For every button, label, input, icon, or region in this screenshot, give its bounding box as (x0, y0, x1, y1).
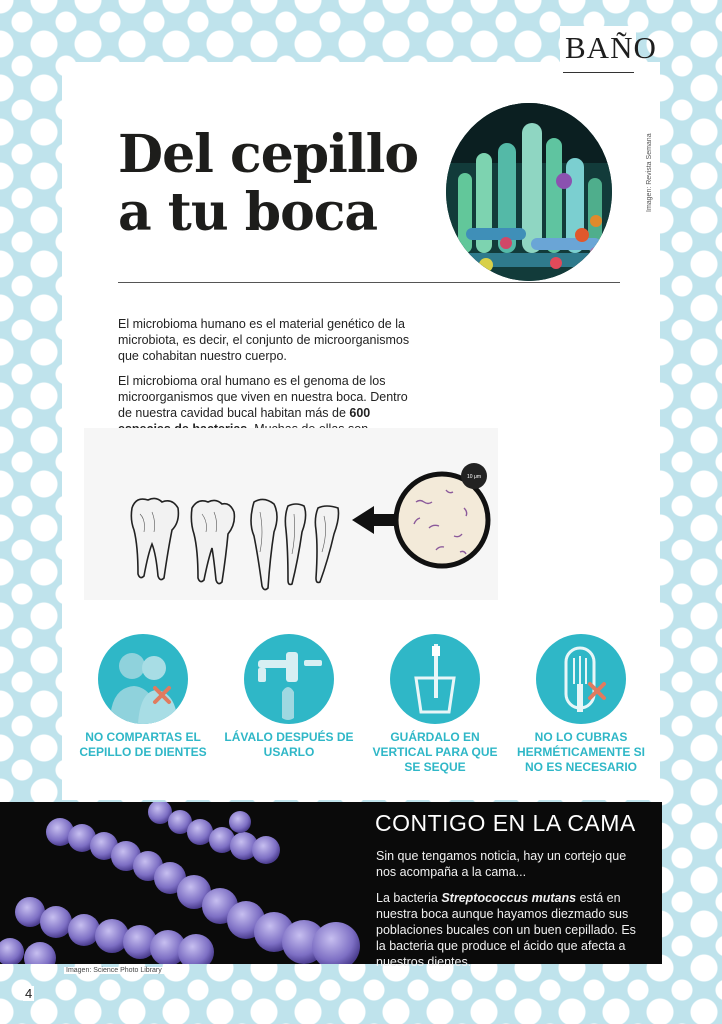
bed-paragraph-2: La bacteria Streptococcus mutans está en nuestra boca aunque hayamos diezmado sus poblaciones bucales con un buen cepillado. Es la bacteria que produce el ácido que afecta a nuestros dientes. (376, 891, 636, 969)
article-title (118, 126, 418, 242)
tip-label-2: LÁVALO DESPUÉS DE USARLO (224, 730, 354, 759)
molar-tooth-1 (131, 498, 178, 579)
image-credit-bottom: Imagen: Science Photo Library (66, 967, 162, 974)
section-label: BAÑO (565, 30, 657, 65)
premolar-tooth (251, 499, 277, 589)
arrow-icon (352, 506, 396, 534)
tip-label-3: GUÁRDALO EN VERTICAL PARA QUE SE SEQUE (372, 730, 498, 774)
bed-section-title: CONTIGO EN LA CAMA (375, 810, 636, 836)
tip-label-1: NO COMPARTAS EL CEPILLO DE DIENTES (79, 730, 207, 759)
intro-paragraph-1: El microbioma humano es el material genético de la microbiota, es decir, el conjunto de microorganismos que cohabitan nuestro cuerpo. (118, 317, 410, 363)
title-divider (118, 282, 620, 283)
species-highlight: 600 (349, 406, 371, 420)
people-icon (98, 634, 188, 724)
section-rule (563, 72, 634, 73)
bed-section-text (376, 848, 648, 980)
covered-toothbrush-icon (536, 634, 626, 724)
canine-tooth (285, 504, 305, 585)
teeth-illustration (84, 428, 498, 600)
image-credit-side: Imagen: Revista Semana (646, 133, 653, 212)
molar-tooth-2 (191, 500, 234, 583)
bacteria-name: Streptococcus mutans (441, 891, 577, 905)
title-line-2: a tu boca (118, 182, 378, 243)
intro-paragraph-2: El microbioma oral humano es el genoma de los microorganismos que viven en nuestra boca. Dentro de nuestra cavidad bucal habitan más de 600 (118, 373, 418, 453)
faucet-icon (244, 634, 334, 724)
bed-paragraph-1: Sin que tengamos noticia, hay un cortejo que nos acompaña a la cama... (376, 849, 627, 879)
bacteria-magnifier (396, 463, 488, 566)
incisor-tooth (315, 506, 338, 583)
bacteria-micrograph (446, 103, 612, 281)
page-number: 4 (25, 986, 33, 1001)
title-line-1: Del cepillo (118, 124, 419, 185)
glass-toothbrush-icon (390, 634, 480, 724)
tip-label-4: NO LO CUBRAS HERMÉTICAMENTE SI NO ES NECESARIO (516, 730, 645, 774)
scale-label: 10 μm (467, 474, 481, 480)
